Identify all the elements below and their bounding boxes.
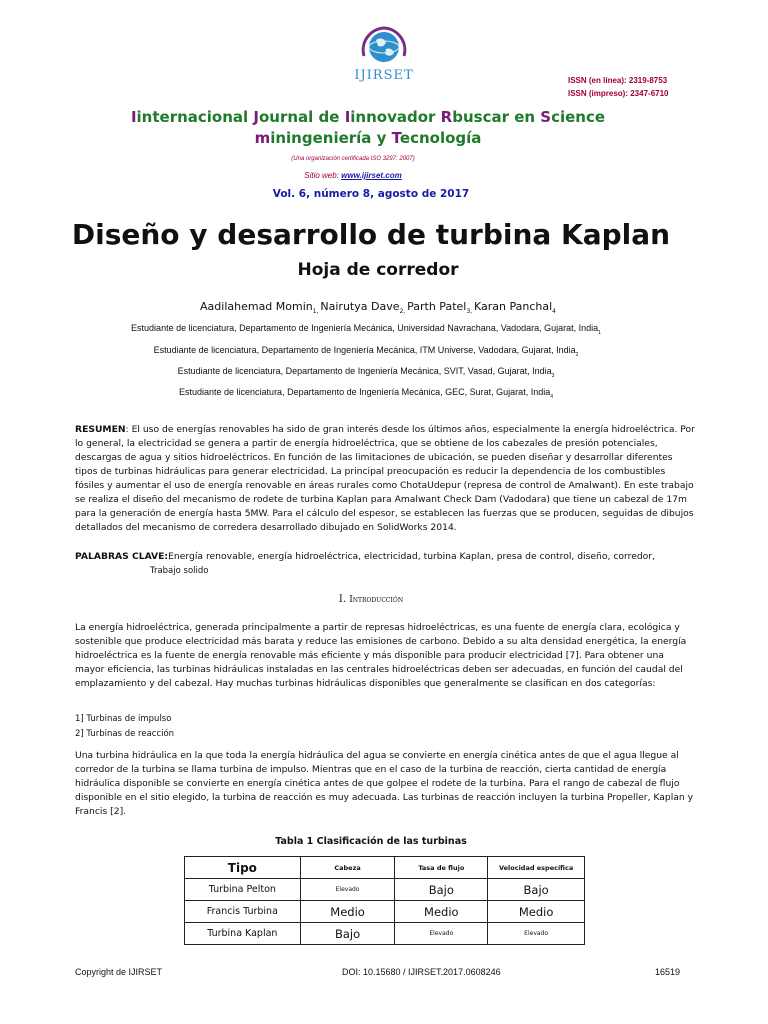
affiliation-index: 1 — [598, 329, 601, 336]
globe-icon — [346, 22, 422, 68]
table-row — [185, 923, 585, 945]
issn-print: ISSN (impreso): 2347-6710 — [568, 89, 669, 98]
affiliation-text: Estudiante de licenciatura, Departamento de Ingeniería Mecánica, SVIT, Vasad, Gujarat, India — [177, 366, 552, 376]
website-label: Sitio web: — [304, 171, 342, 180]
affiliation-2 — [0, 345, 732, 358]
paper-subtitle: Hoja de corredor — [297, 260, 459, 280]
table-cell: Medio — [300, 901, 395, 923]
journal-word: innovador — [350, 108, 441, 126]
section-number: I. — [338, 594, 350, 605]
list-item: 1] Turbinas de impulso — [75, 714, 172, 724]
journal-word: buscar en — [452, 108, 541, 126]
author-index: 2, — [399, 308, 408, 316]
section-title: Introducción — [349, 595, 404, 605]
table-cell: Bajo — [395, 879, 488, 901]
journal-initial: I — [130, 108, 137, 126]
table-header-cell: Cabeza — [300, 857, 395, 879]
table-cell: Elevado — [300, 879, 395, 901]
journal-logo — [346, 22, 422, 92]
logo-text: IJIRSET — [354, 68, 414, 83]
journal-name-line-1 — [0, 108, 752, 126]
turbine-classification-table — [184, 856, 585, 945]
abstract-label: RESUMEN — [75, 424, 126, 435]
section-heading — [0, 594, 742, 605]
volume-info: Vol. 6, número 8, agosto de 2017 — [272, 188, 470, 200]
keywords-continuation: Trabajo solido — [150, 566, 209, 576]
journal-initial: J — [253, 108, 259, 126]
table-cell: Bajo — [300, 923, 395, 945]
affiliation-index: 3 — [551, 372, 555, 379]
affiliation-text: Estudiante de licenciatura, Departamento de Ingeniería Mecánica, ITM Universe, Vadodara, Gujarat, India — [153, 345, 576, 355]
keywords — [75, 550, 695, 564]
abstract — [75, 423, 695, 535]
keywords-text: Energía renovable, energía hidroeléctrica, electricidad, turbina Kaplan, presa de control, diseño, corredor, — [168, 551, 655, 562]
journal-word: ournal de — [259, 108, 345, 126]
author-name: Aadilahemad Momin — [200, 300, 313, 313]
table-cell: Elevado — [488, 923, 585, 945]
author-name: Nairutya Dave — [320, 300, 400, 313]
affiliation-text: Estudiante de licenciatura, Departamento de Ingeniería Mecánica, GEC, Surat, Gujarat, India — [179, 387, 551, 397]
journal-initial: T — [391, 129, 400, 147]
author-name: Parth Patel — [407, 300, 467, 313]
journal-initial: I — [344, 108, 351, 126]
table-row — [185, 879, 585, 901]
author-index: 1, — [312, 308, 321, 316]
author-list — [0, 300, 756, 315]
affiliation-index: 4 — [550, 393, 553, 400]
list-item: 2] Turbinas de reacción — [75, 729, 175, 739]
website-line — [0, 171, 706, 180]
table-header-cell: Tasa de flujo — [395, 857, 488, 879]
table-cell: Francis Turbina — [185, 901, 301, 923]
table-cell: Medio — [488, 901, 585, 923]
footer-doi: DOI: 10.15680 / IJIRSET.2017.0608246 — [342, 967, 501, 977]
affiliation-3 — [0, 366, 732, 379]
page-number: 16519 — [655, 967, 681, 977]
keywords-label: PALABRAS CLAVE: — [75, 551, 169, 562]
journal-word: iningeniería y — [270, 129, 392, 147]
table-cell: Medio — [395, 901, 488, 923]
table-caption: Tabla 1 Clasificación de las turbinas — [275, 836, 467, 847]
intro-paragraph: La energía hidroeléctrica, generada principalmente a partir de represas hidroeléctricas, es una fuente de energía clara, ecológica y sostenible que produce electricidad más barata y reduce las emisiones de carbono. Debido a su alta densidad energética, la energía hidroeléctrica es la fuente de energía renovable más eficiente y más disponible para producir electricidad [7]. Para obtener una mayor eficiencia, las turbinas hidráulicas instaladas en las centrales hidroeléctricas deben ser adecuadas, en función del caudal del emplazamiento y del cabezal. Hay muchas turbinas hidráulicas disponibles que generalmente se clasifican en dos categorías: — [75, 622, 687, 689]
affiliation-index: 2 — [575, 351, 579, 358]
table-row — [185, 901, 585, 923]
table-cell: Elevado — [395, 923, 488, 945]
paper-title: Diseño y desarrollo de turbina Kaplan — [71, 218, 671, 251]
website-link[interactable]: www.ijirset.com — [341, 171, 402, 180]
table-cell: Turbina Kaplan — [185, 923, 301, 945]
table-header-cell: Tipo — [185, 857, 301, 879]
author-index: 4 — [552, 308, 556, 316]
author-index: 3, — [466, 308, 474, 316]
table-cell: Bajo — [488, 879, 585, 901]
table-cell: Turbina Pelton — [185, 879, 301, 901]
journal-initial: S — [540, 108, 552, 126]
journal-word: internacional — [136, 108, 254, 126]
certification-note: (Una organización certificada ISO 3297: 2007) — [291, 156, 415, 162]
table-header-cell: Velocidad específica — [488, 857, 585, 879]
journal-initial: m — [254, 129, 271, 147]
journal-word: cience — [551, 108, 606, 126]
journal-word: ecnología — [399, 129, 482, 147]
journal-name-line-2 — [0, 129, 752, 147]
body-paragraph: Una turbina hidráulica en la que toda la energía hidráulica del agua se convierte en energía cinética antes de que el agua llegue al corredor de la turbina se llama turbina de impulso. Mientras que en el caso de la turbina de reacción, cierta cantidad de energía hidráulica disponible se convierte en energía cinética antes de que golpee el rodete de la turbina. Para el rango de cabezal de flujo disponible en el sitio elegido, la turbina de reacción es muy adecuada. Las turbinas de reacción incluyen la turbina Propeller, Kaplan y Francis [2]. — [75, 750, 694, 817]
affiliation-1 — [0, 323, 732, 336]
footer-copyright: Copyright de IJIRSET — [75, 967, 163, 977]
table-header-row — [185, 857, 585, 879]
abstract-text: : El uso de energías renovables ha sido de gran interés desde los últimos años, especialmente la energía hidroeléctrica. Por lo general, la electricidad se genera a partir de energía hidroeléctrica, que se obtiene de los cabezales de presión potenciales, descargas de agua y sitios hidroeléctricos. En función de las limitaciones de ubicación, se pueden diseñar y desarrollar diferentes tipos de turbinas hidráulicas para generar electricidad. La principal preocupación es reducir la dependencia de los combustibles fósiles y aumentar el uso de energía renovable en áreas rurales como ChotaUdepur (represa de control de Amalwant). En este trabajo se realiza el diseño del mecanismo de rodete de turbina Kaplan para Amalwant Check Dam (Vadodara) que tiene un cabezal de 17m para la generación de energía hasta 5MW. Para el cálculo del espesor, se establecen las fuerzas que se producen, seguidas de dibujos detallados del mecanismo de corredera desarrollado dibujado en SolidWorks 2014. — [75, 424, 695, 533]
issn-online: ISSN (en línea): 2319-8753 — [568, 76, 668, 85]
affiliation-text: Estudiante de licenciatura, Departamento de Ingeniería Mecánica, Universidad Navrachana, Vadodara, Gujarat, India — [131, 323, 599, 333]
author-name: Karan Panchal — [473, 300, 553, 313]
affiliation-4 — [0, 387, 732, 400]
journal-initial: R — [440, 108, 453, 126]
